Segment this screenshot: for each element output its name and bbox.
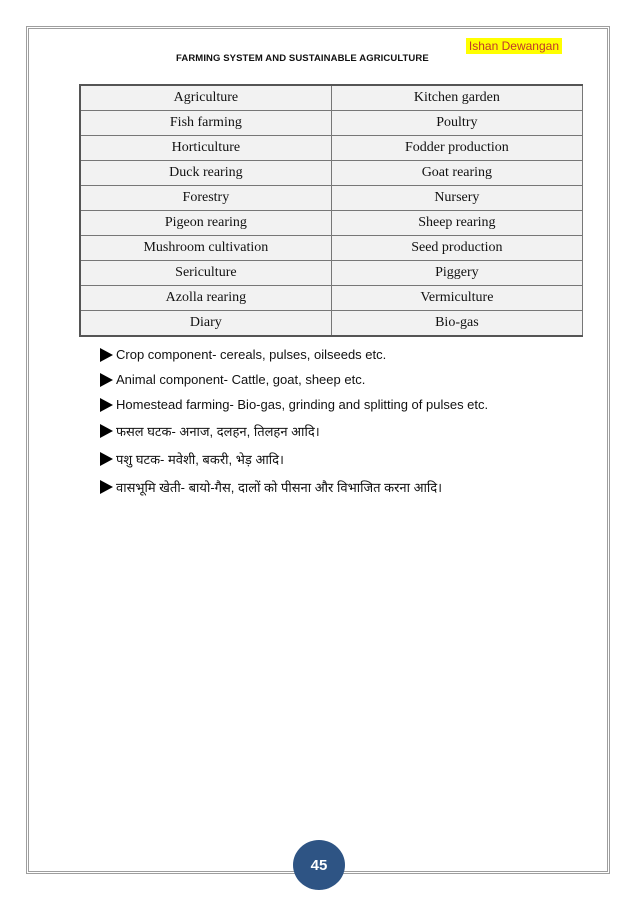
list-item-text: वासभूमि खेती- बायो-गैस, दालों को पीसना और विभाजित करना आदि। [116, 480, 443, 495]
table-row [80, 211, 583, 236]
table-cell: Fodder production [331, 136, 582, 161]
table-cell: Mushroom cultivation [80, 236, 331, 261]
arrow-bullet-icon [100, 480, 113, 494]
list-item [100, 417, 580, 445]
list-item [100, 473, 580, 501]
table-cell: Agriculture [80, 85, 331, 111]
arrow-bullet-icon [100, 348, 113, 362]
table-cell: Diary [80, 311, 331, 337]
page-number-badge: 45 [293, 840, 345, 890]
table-row [80, 186, 583, 211]
table-cell: Vermiculture [331, 286, 582, 311]
table-row [80, 111, 583, 136]
list-item-text: फसल घटक- अनाज, दलहन, तिलहन आदि। [116, 424, 320, 439]
list-item-text: Animal component- Cattle, goat, sheep etc. [116, 372, 366, 387]
table-cell: Poultry [331, 111, 582, 136]
table-row [80, 311, 583, 337]
table-cell: Duck rearing [80, 161, 331, 186]
arrow-bullet-icon [100, 373, 113, 387]
table-row [80, 236, 583, 261]
author-name: Ishan Dewangan [466, 38, 562, 54]
table-row [80, 286, 583, 311]
table-cell: Sheep rearing [331, 211, 582, 236]
bullet-list [100, 342, 580, 501]
table-cell: Bio-gas [331, 311, 582, 337]
table-cell: Pigeon rearing [80, 211, 331, 236]
table-cell: Nursery [331, 186, 582, 211]
table-cell: Goat rearing [331, 161, 582, 186]
list-item [100, 392, 580, 417]
table-row [80, 261, 583, 286]
arrow-bullet-icon [100, 398, 113, 412]
arrow-bullet-icon [100, 424, 113, 438]
list-item [100, 445, 580, 473]
table-cell: Kitchen garden [331, 85, 582, 111]
table-cell: Seed production [331, 236, 582, 261]
table-cell: Fish farming [80, 111, 331, 136]
table-cell: Horticulture [80, 136, 331, 161]
table-cell: Azolla rearing [80, 286, 331, 311]
list-item-text: पशु घटक- मवेशी, बकरी, भेड़ आदि। [116, 452, 284, 467]
table-cell: Forestry [80, 186, 331, 211]
list-item [100, 342, 580, 367]
table-cell: Sericulture [80, 261, 331, 286]
table-cell: Piggery [331, 261, 582, 286]
list-item-text: Crop component- cereals, pulses, oilseeds etc. [116, 347, 387, 362]
table-row [80, 161, 583, 186]
arrow-bullet-icon [100, 452, 113, 466]
list-item-text: Homestead farming- Bio-gas, grinding and splitting of pulses etc. [116, 397, 489, 412]
table-row [80, 85, 583, 111]
farming-components-table [79, 84, 583, 337]
document-title: FARMING SYSTEM AND SUSTAINABLE AGRICULTURE [176, 53, 429, 64]
list-item [100, 367, 580, 392]
table-row [80, 136, 583, 161]
